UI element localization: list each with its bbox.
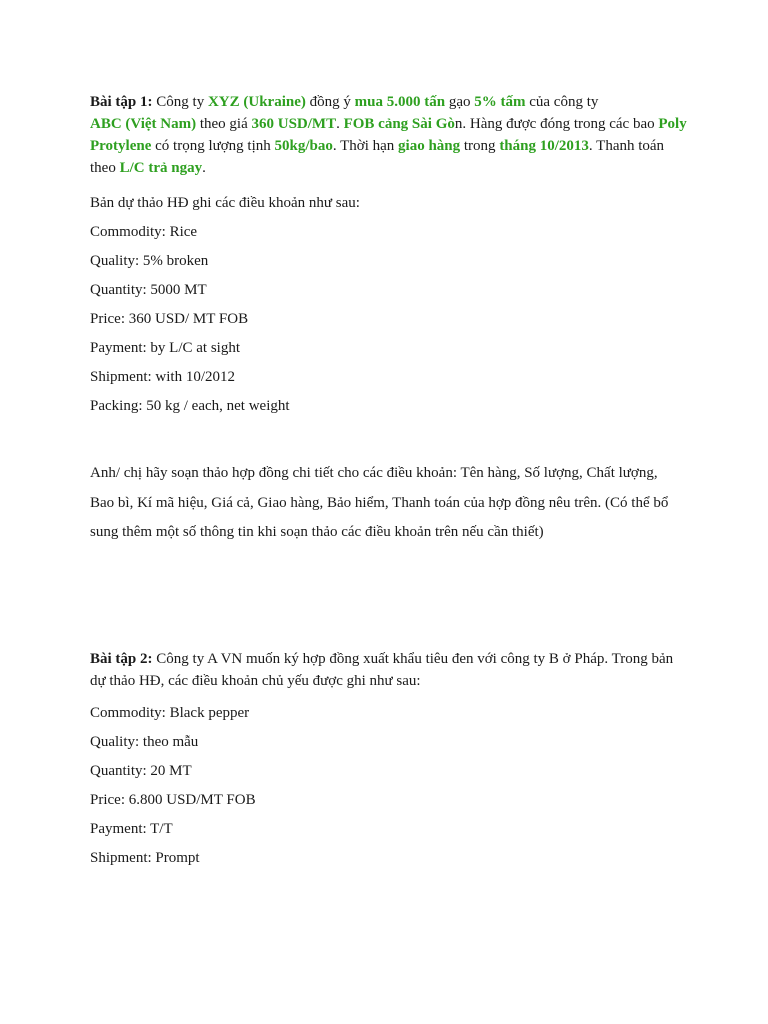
clause-shipment: Shipment: Prompt <box>90 850 200 866</box>
text-run: của công ty <box>525 94 599 110</box>
clause-quality: Quality: theo mẫu <box>90 734 199 750</box>
text-run: . Thời hạn <box>332 138 399 154</box>
clause-price: Price: 6.800 USD/MT FOB <box>90 792 256 808</box>
text-run: đồng ý <box>305 94 355 110</box>
text-run: theo giá <box>196 116 252 132</box>
text-run: Công ty <box>152 94 208 110</box>
text-run: gạo <box>445 94 475 110</box>
highlight-run: L/C trả ngay <box>119 160 203 176</box>
exercise-1-label: Bài tập 1: <box>90 94 153 110</box>
clause-quality: Quality: 5% broken <box>90 253 209 269</box>
clause-price: Price: 360 USD/ MT FOB <box>90 311 249 327</box>
text-run: . Thanh toán theo <box>90 138 665 176</box>
highlight-run: giao hàng <box>398 138 461 154</box>
clause-shipment: Shipment: with 10/2012 <box>90 369 236 385</box>
highlight-run: ABC (Việt Nam) <box>90 116 197 132</box>
exercise-2-paragraph <box>90 648 690 692</box>
clause-payment: Payment: by L/C at sight <box>90 340 240 356</box>
exercise-1-paragraph <box>90 91 690 179</box>
highlight-run: Poly Protylene <box>90 116 687 154</box>
text-run: có trọng lượng tịnh <box>151 138 275 154</box>
clause-commodity: Commodity: Black pepper <box>90 705 250 721</box>
highlight-run: FOB cảng Sài Gò <box>343 116 455 132</box>
clause-payment: Payment: T/T <box>90 821 173 837</box>
clause-packing: Packing: 50 kg / each, net weight <box>90 398 290 414</box>
highlight-run: 50kg/bao <box>274 138 333 154</box>
highlight-run: mua 5.000 tấn <box>354 94 446 110</box>
exercise-2-label: Bài tập 2: <box>90 651 153 667</box>
highlight-run: 360 USD/MT <box>251 116 337 132</box>
clause-commodity: Commodity: Rice <box>90 224 198 240</box>
highlight-run: 5% tấm <box>474 94 526 110</box>
text-run: n. Hàng được đóng trong các bao <box>454 116 659 132</box>
exercise-1-request: Anh/ chị hãy soạn thảo hợp đồng chi tiết cho các điều khoản: Tên hàng, Số lượng, Chất lượng, Bao bì, Kí mã hiệu, Giá cả, Giao hàng, Bảo hiểm, Thanh toán của hợp đồng nêu trên. (Có thể bổ sung thêm một số thông tin khi soạn thảo các điều khoản trên nếu cần thiết) <box>90 465 669 540</box>
exercise-2-text: Công ty A VN muốn ký hợp đồng xuất khẩu tiêu đen với công ty B ở Pháp. Trong bản dự thảo HĐ, các điều khoản chủ yếu được ghi như sau: <box>90 651 674 689</box>
text-run: . <box>336 116 344 132</box>
highlight-run: XYZ (Ukraine) <box>207 94 306 110</box>
exercise-1-draft-intro: Bản dự thảo HĐ ghi các điều khoản như sau: <box>90 195 360 211</box>
clause-quantity: Quantity: 20 MT <box>90 763 192 779</box>
clause-quantity: Quantity: 5000 MT <box>90 282 207 298</box>
text-run: trong <box>460 138 500 154</box>
highlight-run: tháng 10/2013 <box>499 138 589 154</box>
text-run: . <box>202 160 206 176</box>
